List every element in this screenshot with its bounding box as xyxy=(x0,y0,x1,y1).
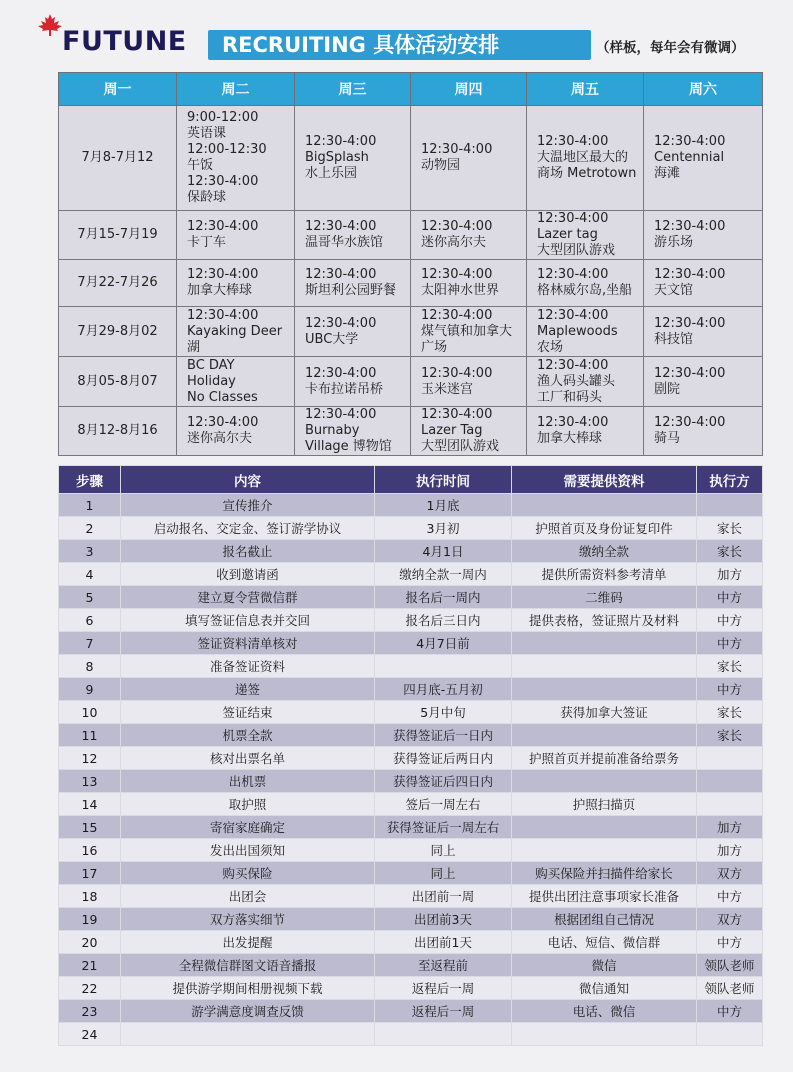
step-row xyxy=(59,563,763,586)
step-materials-cell: 提供出团注意事项家长准备 xyxy=(512,885,697,908)
step-time-cell: 4月7日前 xyxy=(375,632,512,655)
step-number-cell: 11 xyxy=(59,724,121,747)
activity-cell: 12:30-4:00 Burnaby Village 博物馆 xyxy=(295,407,411,456)
step-owner-cell: 加方 xyxy=(697,816,763,839)
week-range-cell: 7月29-8月02 xyxy=(59,307,177,357)
activity-cell: 12:30-4:00 动物园 xyxy=(411,106,527,211)
step-time-cell: 出团前3天 xyxy=(375,908,512,931)
activity-cell: 12:30-4:00 煤气镇和加拿大 广场 xyxy=(411,307,527,357)
activity-cell: 12:30-4:00 大温地区最大的 商场 Metrotown xyxy=(527,106,644,211)
step-time-cell: 出团前1天 xyxy=(375,931,512,954)
step-row xyxy=(59,517,763,540)
steps-header-row xyxy=(59,466,763,494)
step-time-cell: 四月底-五月初 xyxy=(375,678,512,701)
step-owner-cell: 加方 xyxy=(697,563,763,586)
steps-col-header: 内容 xyxy=(121,466,375,494)
step-number-cell: 6 xyxy=(59,609,121,632)
activity-cell: BC DAY Holiday No Classes xyxy=(177,357,295,407)
steps-col-header: 步骤 xyxy=(59,466,121,494)
step-owner-cell: 中方 xyxy=(697,885,763,908)
step-row xyxy=(59,908,763,931)
step-owner-cell: 双方 xyxy=(697,862,763,885)
activity-cell: 12:30-4:00 加拿大棒球 xyxy=(177,260,295,307)
step-time-cell: 1月底 xyxy=(375,494,512,517)
step-row xyxy=(59,862,763,885)
schedule-col-header: 周四 xyxy=(411,73,527,106)
step-materials-cell xyxy=(512,770,697,793)
step-time-cell: 同上 xyxy=(375,862,512,885)
step-row xyxy=(59,793,763,816)
maple-leaf-icon xyxy=(38,14,62,36)
page-title-banner: RECRUITING 具体活动安排 xyxy=(208,30,591,60)
step-owner-cell xyxy=(697,770,763,793)
step-number-cell: 9 xyxy=(59,678,121,701)
step-materials-cell xyxy=(512,1023,697,1046)
step-content-cell: 签证资料清单核对 xyxy=(121,632,375,655)
step-time-cell: 4月1日 xyxy=(375,540,512,563)
step-materials-cell: 提供表格，签证照片及材料 xyxy=(512,609,697,632)
step-owner-cell xyxy=(697,793,763,816)
step-row xyxy=(59,885,763,908)
step-number-cell: 12 xyxy=(59,747,121,770)
step-owner-cell: 中方 xyxy=(697,632,763,655)
step-time-cell: 获得签证后一周左右 xyxy=(375,816,512,839)
schedule-row xyxy=(59,357,763,407)
step-number-cell: 21 xyxy=(59,954,121,977)
step-content-cell: 发出出国须知 xyxy=(121,839,375,862)
schedule-row xyxy=(59,260,763,307)
activity-cell: 12:30-4:00 加拿大棒球 xyxy=(527,407,644,456)
step-number-cell: 5 xyxy=(59,586,121,609)
schedule-row xyxy=(59,106,763,211)
step-materials-cell xyxy=(512,655,697,678)
step-content-cell: 寄宿家庭确定 xyxy=(121,816,375,839)
step-time-cell: 至返程前 xyxy=(375,954,512,977)
step-owner-cell: 加方 xyxy=(697,839,763,862)
step-content-cell: 收到邀请函 xyxy=(121,563,375,586)
step-row xyxy=(59,609,763,632)
step-number-cell: 4 xyxy=(59,563,121,586)
step-owner-cell xyxy=(697,494,763,517)
activity-cell: 12:30-4:00 骑马 xyxy=(644,407,763,456)
step-time-cell: 3月初 xyxy=(375,517,512,540)
activity-cell: 12:30-4:00 剧院 xyxy=(644,357,763,407)
step-materials-cell: 电话、短信、微信群 xyxy=(512,931,697,954)
activity-cell: 12:30-4:00 科技馆 xyxy=(644,307,763,357)
step-materials-cell: 微信 xyxy=(512,954,697,977)
process-steps-table xyxy=(58,465,763,1046)
step-row xyxy=(59,678,763,701)
step-number-cell: 3 xyxy=(59,540,121,563)
step-row xyxy=(59,816,763,839)
step-content-cell: 递签 xyxy=(121,678,375,701)
step-row xyxy=(59,632,763,655)
week-range-cell: 8月12-8月16 xyxy=(59,407,177,456)
step-owner-cell: 双方 xyxy=(697,908,763,931)
week-range-cell: 7月15-7月19 xyxy=(59,211,177,260)
step-content-cell: 准备签证资料 xyxy=(121,655,375,678)
step-content-cell: 机票全款 xyxy=(121,724,375,747)
activity-cell: 12:30-4:00 游乐场 xyxy=(644,211,763,260)
step-owner-cell xyxy=(697,1023,763,1046)
step-content-cell: 报名截止 xyxy=(121,540,375,563)
step-owner-cell: 中方 xyxy=(697,931,763,954)
step-materials-cell xyxy=(512,494,697,517)
schedule-row xyxy=(59,211,763,260)
step-materials-cell xyxy=(512,816,697,839)
activity-cell: 12:30-4:00 Maplewoods 农场 xyxy=(527,307,644,357)
step-owner-cell xyxy=(697,747,763,770)
step-number-cell: 10 xyxy=(59,701,121,724)
step-number-cell: 15 xyxy=(59,816,121,839)
step-time-cell: 获得签证后两日内 xyxy=(375,747,512,770)
step-owner-cell: 中方 xyxy=(697,586,763,609)
step-content-cell: 出团会 xyxy=(121,885,375,908)
step-materials-cell: 购买保险并扫描件给家长 xyxy=(512,862,697,885)
activity-cell: 9:00-12:00 英语课 12:00-12:30 午饭 12:30-4:00 保龄球 xyxy=(177,106,295,211)
step-materials-cell: 提供所需资料参考清单 xyxy=(512,563,697,586)
step-owner-cell: 家长 xyxy=(697,655,763,678)
step-materials-cell xyxy=(512,724,697,747)
step-row xyxy=(59,977,763,1000)
step-owner-cell: 领队老师 xyxy=(697,977,763,1000)
step-time-cell: 5月中旬 xyxy=(375,701,512,724)
step-content-cell: 全程微信群图文语音播报 xyxy=(121,954,375,977)
step-owner-cell: 家长 xyxy=(697,517,763,540)
week-range-cell: 8月05-8月07 xyxy=(59,357,177,407)
activity-cell: 12:30-4:00 天文馆 xyxy=(644,260,763,307)
step-materials-cell: 护照首页并提前准备给票务 xyxy=(512,747,697,770)
step-number-cell: 16 xyxy=(59,839,121,862)
step-number-cell: 20 xyxy=(59,931,121,954)
step-time-cell: 同上 xyxy=(375,839,512,862)
activity-cell: 12:30-4:00 玉米迷宫 xyxy=(411,357,527,407)
step-number-cell: 17 xyxy=(59,862,121,885)
schedule-row xyxy=(59,307,763,357)
step-row xyxy=(59,540,763,563)
step-content-cell: 双方落实细节 xyxy=(121,908,375,931)
activity-schedule-table xyxy=(58,72,763,456)
step-owner-cell: 中方 xyxy=(697,678,763,701)
step-row xyxy=(59,931,763,954)
step-row xyxy=(59,494,763,517)
step-row xyxy=(59,1000,763,1023)
activity-cell: 12:30-4:00 卡丁车 xyxy=(177,211,295,260)
step-content-cell: 签证结束 xyxy=(121,701,375,724)
step-owner-cell: 家长 xyxy=(697,540,763,563)
activity-cell: 12:30-4:00 迷你高尔夫 xyxy=(177,407,295,456)
step-time-cell xyxy=(375,1023,512,1046)
schedule-row xyxy=(59,407,763,456)
step-content-cell xyxy=(121,1023,375,1046)
step-content-cell: 游学满意度调查反馈 xyxy=(121,1000,375,1023)
step-materials-cell: 电话、微信 xyxy=(512,1000,697,1023)
step-materials-cell: 护照首页及身份证复印件 xyxy=(512,517,697,540)
week-range-cell: 7月22-7月26 xyxy=(59,260,177,307)
step-content-cell: 提供游学期间相册视频下载 xyxy=(121,977,375,1000)
step-content-cell: 核对出票名单 xyxy=(121,747,375,770)
step-number-cell: 7 xyxy=(59,632,121,655)
step-owner-cell: 家长 xyxy=(697,701,763,724)
step-materials-cell: 缴纳全款 xyxy=(512,540,697,563)
step-content-cell: 出发提醒 xyxy=(121,931,375,954)
step-row xyxy=(59,1023,763,1046)
step-number-cell: 22 xyxy=(59,977,121,1000)
step-time-cell: 获得签证后四日内 xyxy=(375,770,512,793)
step-materials-cell: 二维码 xyxy=(512,586,697,609)
step-number-cell: 14 xyxy=(59,793,121,816)
step-row xyxy=(59,954,763,977)
step-time-cell: 出团前一周 xyxy=(375,885,512,908)
steps-col-header: 执行方 xyxy=(697,466,763,494)
step-number-cell: 13 xyxy=(59,770,121,793)
step-time-cell: 获得签证后一日内 xyxy=(375,724,512,747)
step-content-cell: 取护照 xyxy=(121,793,375,816)
step-time-cell: 签后一周左右 xyxy=(375,793,512,816)
step-time-cell: 报名后三日内 xyxy=(375,609,512,632)
sample-note: （样板，每年会有微调） xyxy=(596,40,745,56)
schedule-header-row xyxy=(59,73,763,106)
step-owner-cell: 领队老师 xyxy=(697,954,763,977)
steps-col-header: 需要提供资料 xyxy=(512,466,697,494)
activity-cell: 12:30-4:00 太阳神水世界 xyxy=(411,260,527,307)
step-content-cell: 建立夏令营微信群 xyxy=(121,586,375,609)
step-time-cell: 返程后一周 xyxy=(375,977,512,1000)
step-materials-cell: 获得加拿大签证 xyxy=(512,701,697,724)
step-time-cell: 返程后一周 xyxy=(375,1000,512,1023)
activity-cell: 12:30-4:00 格林威尔岛,坐船 xyxy=(527,260,644,307)
activity-cell: 12:30-4:00 卡布拉诺吊桥 xyxy=(295,357,411,407)
step-content-cell: 启动报名、交定金、签订游学协议 xyxy=(121,517,375,540)
step-materials-cell: 根据团组自己情况 xyxy=(512,908,697,931)
activity-cell: 12:30-4:00 Lazer tag 大型团队游戏 xyxy=(527,211,644,260)
brand-logo-text: FUTUNE xyxy=(62,26,187,57)
schedule-col-header: 周一 xyxy=(59,73,177,106)
step-row xyxy=(59,839,763,862)
activity-cell: 12:30-4:00 Kayaking Deer 湖 xyxy=(177,307,295,357)
step-owner-cell: 中方 xyxy=(697,1000,763,1023)
schedule-col-header: 周五 xyxy=(527,73,644,106)
step-number-cell: 18 xyxy=(59,885,121,908)
step-time-cell xyxy=(375,655,512,678)
step-number-cell: 19 xyxy=(59,908,121,931)
step-number-cell: 8 xyxy=(59,655,121,678)
steps-col-header: 执行时间 xyxy=(375,466,512,494)
step-row xyxy=(59,747,763,770)
step-row xyxy=(59,586,763,609)
step-number-cell: 23 xyxy=(59,1000,121,1023)
activity-cell: 12:30-4:00 BigSplash 水上乐园 xyxy=(295,106,411,211)
step-owner-cell: 中方 xyxy=(697,609,763,632)
step-materials-cell xyxy=(512,678,697,701)
step-content-cell: 出机票 xyxy=(121,770,375,793)
activity-cell: 12:30-4:00 Lazer Tag 大型团队游戏 xyxy=(411,407,527,456)
step-content-cell: 购买保险 xyxy=(121,862,375,885)
step-materials-cell xyxy=(512,632,697,655)
activity-cell: 12:30-4:00 渔人码头罐头 工厂和码头 xyxy=(527,357,644,407)
step-materials-cell: 微信通知 xyxy=(512,977,697,1000)
step-number-cell: 24 xyxy=(59,1023,121,1046)
step-content-cell: 宣传推介 xyxy=(121,494,375,517)
step-content-cell: 填写签证信息表并交回 xyxy=(121,609,375,632)
schedule-col-header: 周三 xyxy=(295,73,411,106)
schedule-col-header: 周二 xyxy=(177,73,295,106)
step-row xyxy=(59,770,763,793)
step-row xyxy=(59,701,763,724)
activity-cell: 12:30-4:00 Centennial 海滩 xyxy=(644,106,763,211)
schedule-col-header: 周六 xyxy=(644,73,763,106)
page-header xyxy=(0,0,793,70)
activity-cell: 12:30-4:00 UBC大学 xyxy=(295,307,411,357)
activity-cell: 12:30-4:00 迷你高尔夫 xyxy=(411,211,527,260)
step-owner-cell: 家长 xyxy=(697,724,763,747)
step-materials-cell xyxy=(512,839,697,862)
week-range-cell: 7月8-7月12 xyxy=(59,106,177,211)
activity-cell: 12:30-4:00 温哥华水族馆 xyxy=(295,211,411,260)
step-time-cell: 缴纳全款一周内 xyxy=(375,563,512,586)
step-materials-cell: 护照扫描页 xyxy=(512,793,697,816)
activity-cell: 12:30-4:00 斯坦利公园野餐 xyxy=(295,260,411,307)
step-time-cell: 报名后一周内 xyxy=(375,586,512,609)
step-row xyxy=(59,655,763,678)
step-row xyxy=(59,724,763,747)
step-number-cell: 1 xyxy=(59,494,121,517)
step-number-cell: 2 xyxy=(59,517,121,540)
